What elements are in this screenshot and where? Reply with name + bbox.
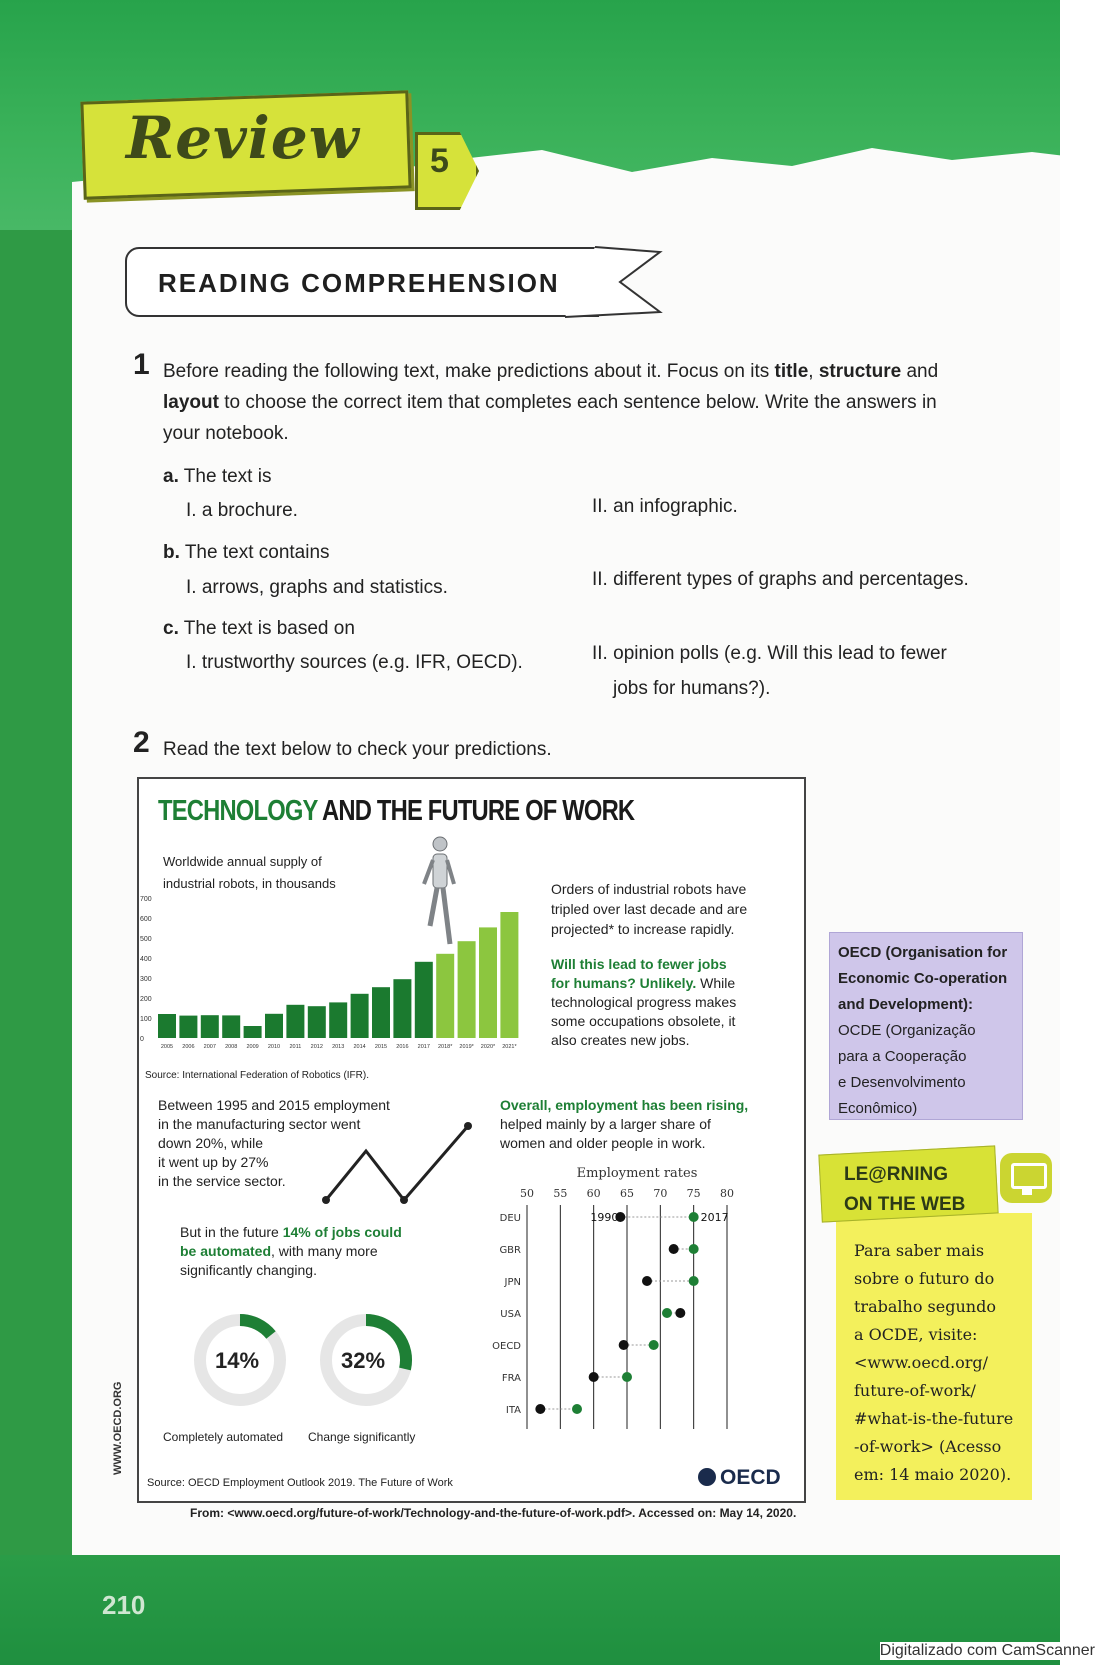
robots-bar-chart: [140, 880, 540, 1060]
x-tick-label: 2009: [246, 1044, 259, 1050]
item-a-option-1: I. a brochure.: [186, 500, 298, 521]
robots-caption-line-1: Worldwide annual supply of: [163, 854, 322, 869]
robots-bar: [372, 987, 390, 1038]
employment-x-tick: 65: [620, 1187, 634, 1200]
between-line-5: in the service sector.: [158, 1173, 286, 1189]
country-label: OECD: [492, 1341, 521, 1352]
dot-2017: [662, 1308, 672, 1318]
question-2-text: Read the text below to check your predictions.: [163, 739, 552, 760]
orders-line-1: Orders of industrial robots have: [551, 881, 747, 897]
fewer-jobs-line-2: for humans? Unlikely. While: [551, 975, 736, 991]
robots-bar: [329, 1002, 347, 1038]
robots-bar: [265, 1014, 283, 1038]
employment-x-tick: 55: [553, 1187, 568, 1200]
employment-x-tick: 50: [520, 1187, 534, 1200]
item-b-stem: b. The text contains: [163, 542, 330, 563]
x-tick-label: 2008: [225, 1044, 238, 1050]
robot-illustration-icon: [420, 834, 460, 964]
future-line-2: be automated, with many more: [180, 1243, 378, 1259]
x-tick-label: 2010: [267, 1044, 281, 1050]
x-tick-label: 2020*: [480, 1044, 496, 1050]
country-label: ITA: [505, 1405, 521, 1416]
dot-1990: [619, 1340, 629, 1350]
learning-web-title: LE@RNING ON THE WEB: [844, 1164, 966, 1215]
y-tick-label: 400: [140, 956, 152, 963]
dot-1990: [675, 1308, 685, 1318]
between-line-2: in the manufacturing sector went: [158, 1116, 361, 1132]
dot-2017: [572, 1404, 582, 1414]
monitor-icon: [1000, 1153, 1052, 1203]
question-number-2: 2: [133, 726, 150, 759]
item-a-option-2: II. an infographic.: [592, 496, 738, 517]
question-number-1: 1: [133, 348, 150, 381]
orders-line-3: projected* to increase rapidly.: [551, 921, 735, 937]
donut-change-label: 32%: [341, 1348, 386, 1373]
annotation-1990: 1990: [590, 1211, 619, 1224]
robots-caption-line-2: industrial robots, in thousands: [163, 876, 336, 891]
future-line-3: significantly changing.: [180, 1262, 317, 1278]
y-tick-label: 500: [140, 936, 152, 943]
right-white-margin: [1060, 0, 1105, 1665]
employment-rates-chart: [487, 1165, 767, 1455]
item-c-option-2-cont: jobs for humans?).: [613, 678, 771, 699]
robots-bar: [244, 1026, 262, 1038]
question-1-text: Before reading the following text, make predictions about it. Focus on its title, structure and layout to choose the correct item that completes each sentence below. Write the answers in your notebook.: [163, 361, 939, 444]
oecd-logo-icon: [698, 1468, 716, 1486]
donut-automated-label: 14%: [215, 1348, 260, 1373]
item-b-option-1: I. arrows, graphs and statistics.: [186, 577, 448, 598]
x-tick-label: 2014: [353, 1044, 366, 1050]
donut-change-caption: Change significantly: [308, 1430, 416, 1444]
review-title: Review: [126, 104, 360, 172]
x-tick-label: 2019*: [459, 1044, 474, 1050]
banner-ribbon-end: [560, 242, 665, 322]
item-c-option-2: II. opinion polls (e.g. Will this lead to fewer: [592, 643, 947, 664]
robots-bar: [308, 1006, 326, 1038]
dot-2017: [622, 1372, 632, 1382]
oecd-glossary-text: OECD (Organisation for Economic Co-operation and Development): OCDE (Organização para a Cooperação e Desenvolvimento Econômico): [838, 944, 1008, 1117]
robots-bar: [351, 994, 369, 1038]
robots-source: Source: International Federation of Robotics (IFR).: [145, 1070, 369, 1081]
item-c-option-1: I. trustworthy sources (e.g. IFR, OECD).: [186, 652, 523, 673]
robots-bar: [393, 979, 411, 1038]
robots-bar: [179, 1016, 197, 1038]
side-url: WWW.OECD.ORG: [112, 1381, 124, 1475]
dot-1990: [669, 1244, 679, 1254]
x-tick-label: 2006: [182, 1044, 195, 1050]
country-label: USA: [500, 1309, 521, 1320]
employment-x-tick: 80: [720, 1187, 734, 1200]
robots-bar: [415, 962, 433, 1038]
scanner-credit: Digitalizado com CamScanner: [879, 1642, 1095, 1659]
infographic-source: Source: OECD Employment Outlook 2019. The Future of Work: [147, 1477, 453, 1489]
y-tick-label: 200: [140, 996, 152, 1003]
overall-line-3: women and older people in work.: [500, 1135, 706, 1151]
learning-web-text: Para saber mais sobre o futuro do trabalho segundo a OCDE, visite: <www.oecd.org/ future-of-work/ #what-is-the-future -of-work> (Acesso em: 14 maio 2020).: [854, 1241, 1014, 1484]
robots-bar: [500, 912, 518, 1038]
dot-1990: [535, 1404, 545, 1414]
x-tick-label: 2016: [396, 1044, 409, 1050]
dot-1990: [589, 1372, 599, 1382]
dot-2017: [689, 1212, 699, 1222]
y-tick-label: 300: [140, 976, 152, 983]
y-tick-label: 0: [140, 1036, 144, 1043]
y-tick-label: 700: [140, 896, 152, 903]
between-line-1: Between 1995 and 2015 employment: [158, 1097, 390, 1113]
from-citation: From: <www.oecd.org/future-of-work/Technology-and-the-future-of-work.pdf>. Accessed on: May 14, 2020.: [190, 1506, 797, 1520]
between-line-4: it went up by 27%: [158, 1154, 269, 1170]
infographic-title: TECHNOLOGY AND THE FUTURE OF WORK: [158, 795, 635, 827]
x-tick-label: 2021*: [502, 1044, 517, 1050]
y-tick-label: 600: [140, 916, 152, 923]
robots-bar: [286, 1005, 304, 1038]
dot-2017: [689, 1276, 699, 1286]
item-c-stem: c. The text is based on: [163, 618, 355, 639]
fewer-jobs-line-1: Will this lead to fewer jobs: [551, 956, 727, 972]
employment-x-tick: 75: [686, 1187, 701, 1200]
item-b-option-2: II. different types of graphs and percentages.: [592, 569, 969, 590]
x-tick-label: 2017: [417, 1044, 430, 1050]
fewer-jobs-line-4: some occupations obsolete, it: [551, 1013, 736, 1029]
x-tick-label: 2007: [203, 1044, 216, 1050]
section-title: READING COMPREHENSION: [158, 268, 560, 298]
overall-line-1: Overall, employment has been rising,: [500, 1097, 749, 1113]
donut-automated-caption: Completely automated: [163, 1430, 284, 1444]
x-tick-label: 2015: [374, 1044, 388, 1050]
oecd-logo: OECD: [698, 1466, 781, 1490]
x-tick-label: 2012: [310, 1044, 323, 1050]
employment-x-tick: 70: [653, 1187, 668, 1200]
country-label: DEU: [499, 1213, 521, 1224]
x-tick-label: 2013: [332, 1044, 345, 1050]
x-tick-label: 2005: [160, 1044, 174, 1050]
country-label: FRA: [501, 1373, 521, 1384]
country-label: GBR: [499, 1245, 521, 1256]
employment-x-tick: 60: [586, 1187, 601, 1200]
robots-bar: [436, 954, 454, 1038]
dot-2017: [689, 1244, 699, 1254]
employment-chart-title: Employment rates: [576, 1166, 698, 1181]
robots-bar: [458, 941, 476, 1038]
employment-trend-line: [318, 1118, 478, 1208]
robots-bar: [158, 1014, 176, 1038]
dot-2017: [649, 1340, 659, 1350]
robots-bar: [201, 1015, 219, 1038]
fewer-jobs-line-5: also creates new jobs.: [551, 1032, 690, 1048]
x-tick-label: 2011: [289, 1044, 302, 1050]
y-tick-label: 100: [140, 1016, 152, 1023]
page-number: 210: [102, 1590, 146, 1620]
country-label: JPN: [504, 1277, 521, 1288]
dot-1990: [642, 1276, 652, 1286]
unit-number: 5: [430, 142, 449, 180]
overall-line-2: helped mainly by a larger share of: [500, 1116, 711, 1132]
x-tick-label: 2018*: [438, 1044, 453, 1050]
between-line-3: down 20%, while: [158, 1135, 264, 1151]
robots-bar: [222, 1015, 240, 1038]
item-a-stem: a. The text is: [163, 466, 272, 487]
robots-bar: [479, 927, 497, 1038]
orders-line-2: tripled over last decade and are: [551, 901, 748, 917]
future-line-1: But in the future 14% of jobs could: [180, 1224, 402, 1240]
fewer-jobs-line-3: technological progress makes: [551, 994, 737, 1010]
annotation-2017: 2017: [700, 1211, 729, 1224]
